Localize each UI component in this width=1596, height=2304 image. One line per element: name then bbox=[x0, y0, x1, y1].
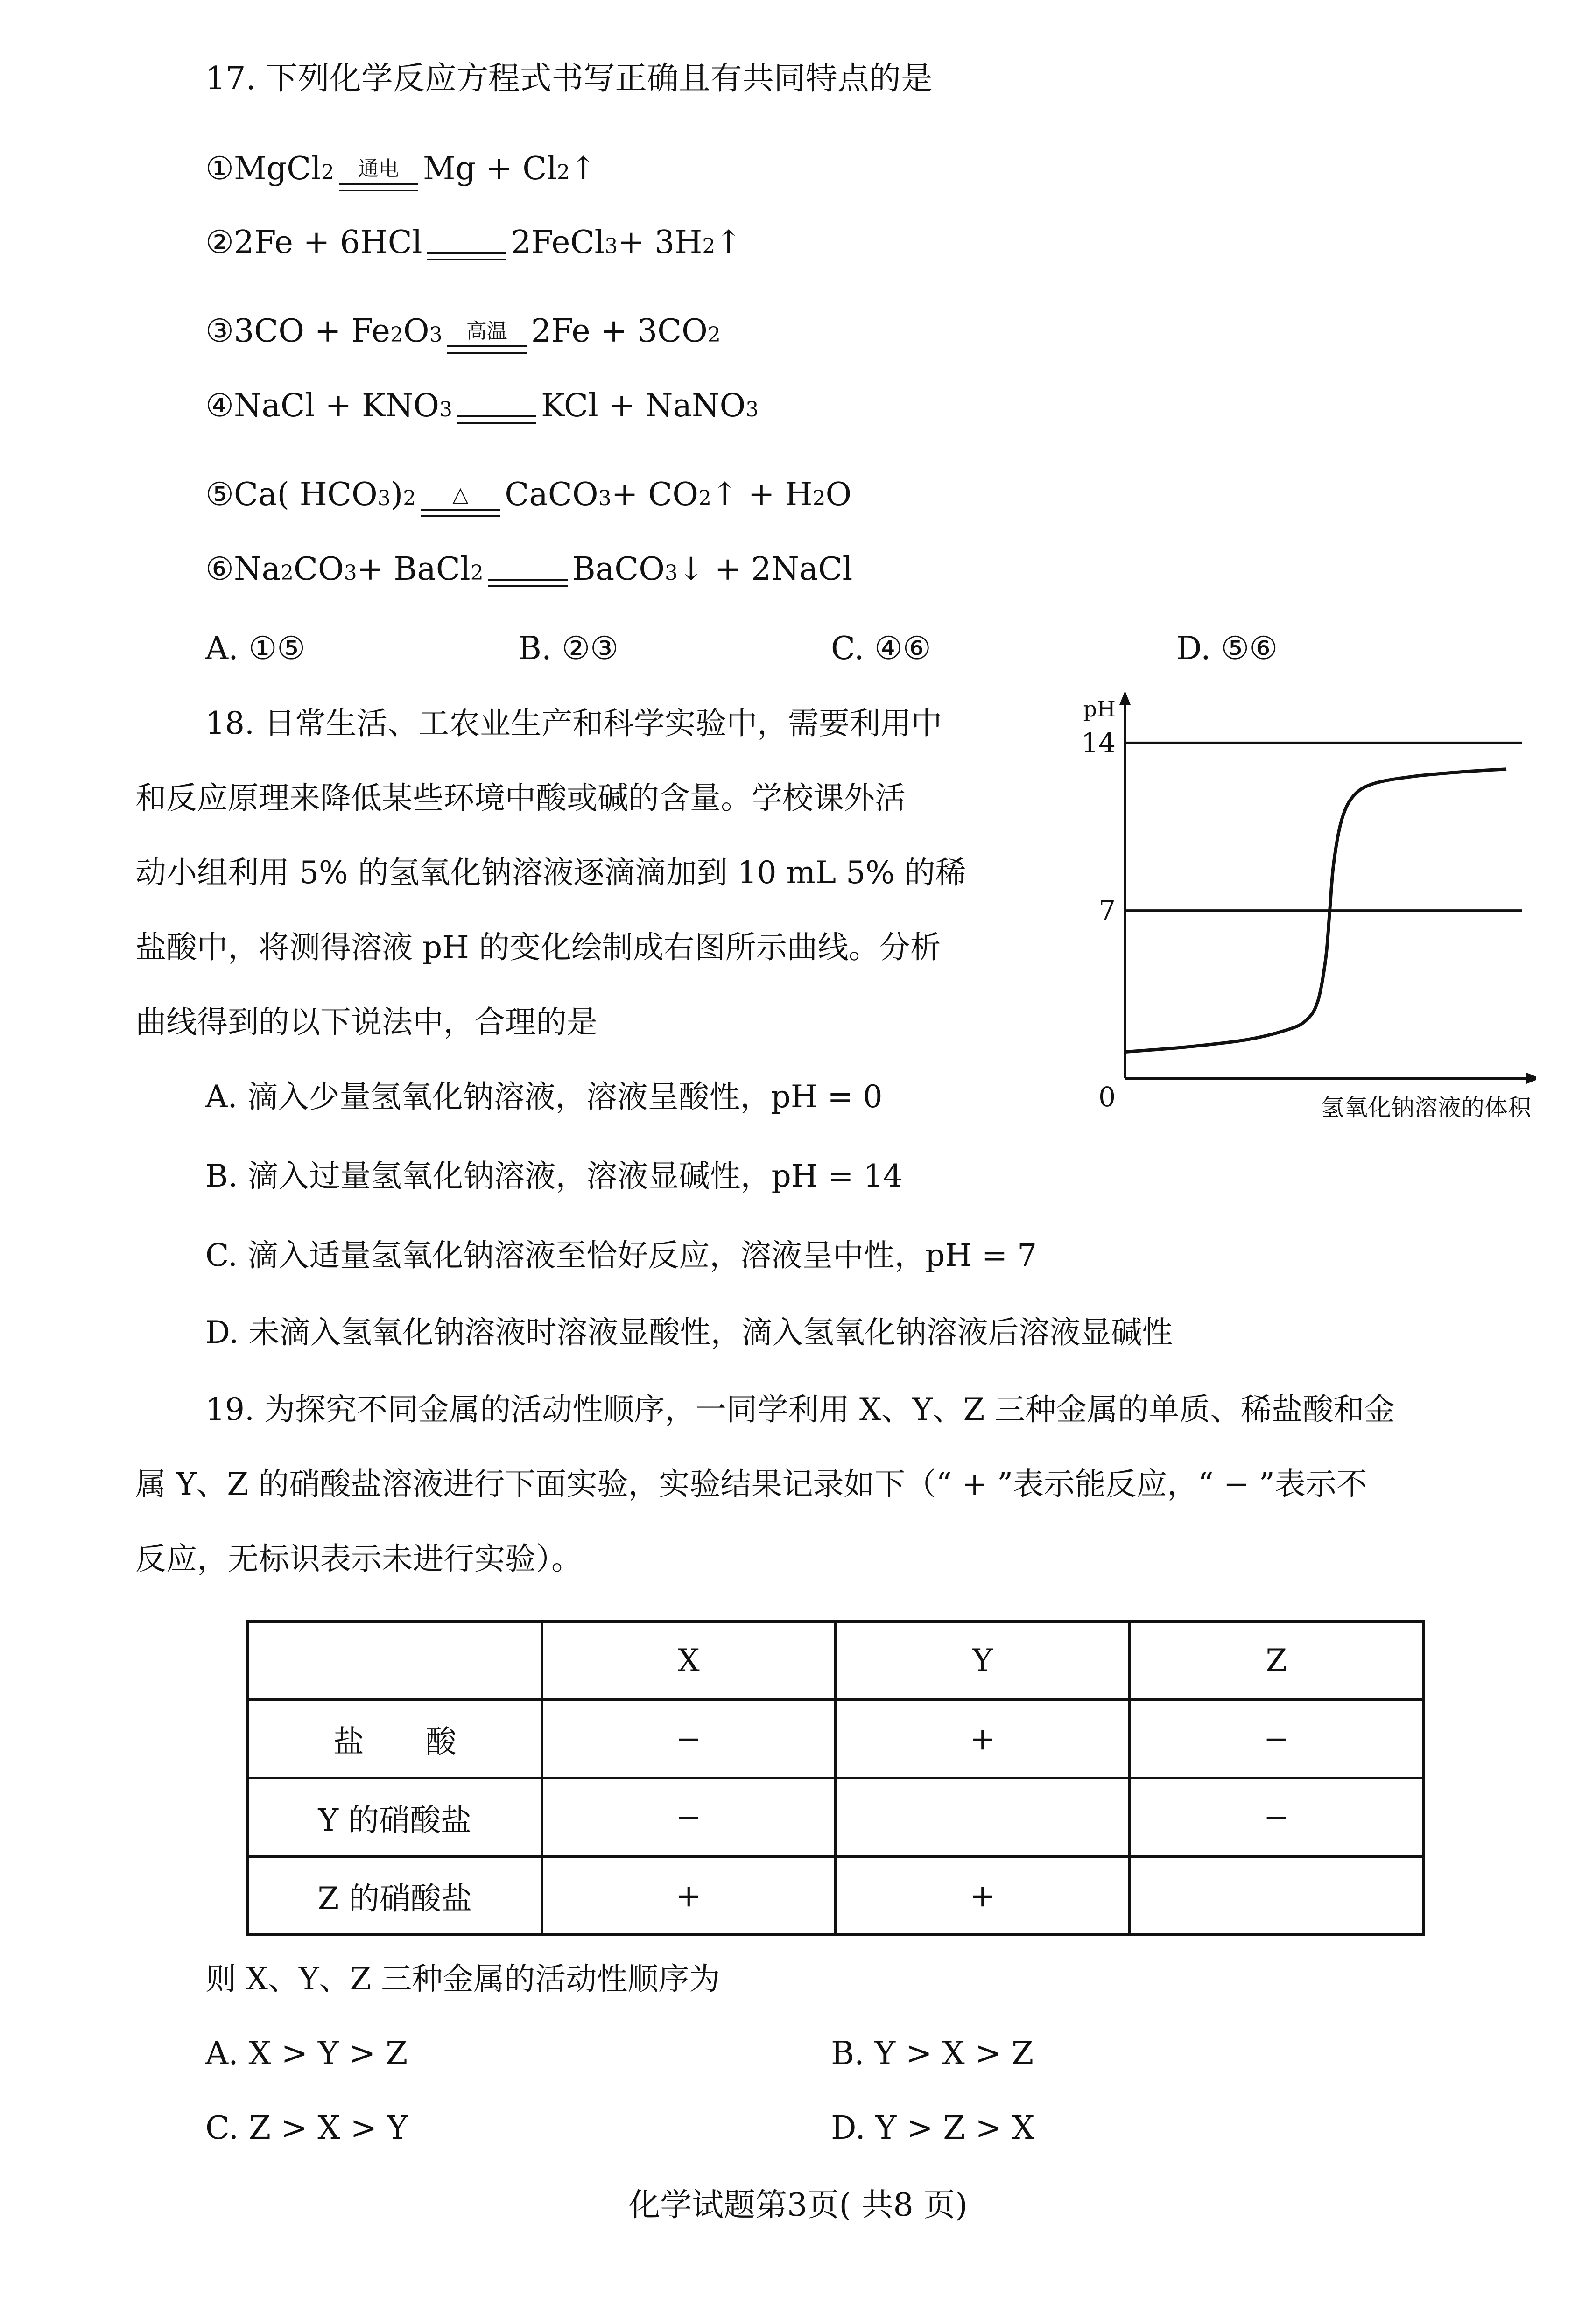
q17-option-b: B. ②③ bbox=[518, 630, 619, 667]
q17-equation-4: ④ NaCl + KNO 3 KCl + NaNO 3 bbox=[205, 387, 759, 424]
table-row bbox=[248, 1700, 1423, 1778]
q18-line-1: 18. 日常生活、工农业生产和科学实验中，需要利用中 bbox=[205, 705, 942, 741]
results-table bbox=[246, 1620, 1425, 1936]
y-axis-label: pH bbox=[1083, 696, 1116, 722]
condition-arrow: △ bbox=[421, 485, 500, 517]
q18-option-a: A. 滴入少量氢氧化钠溶液，溶液呈酸性，pH = 0 bbox=[205, 1079, 883, 1115]
row-label: Z 的硝酸盐 bbox=[248, 1856, 542, 1935]
table-header-row bbox=[248, 1621, 1423, 1700]
q19-option-a: A. X > Y > Z bbox=[205, 2035, 408, 2072]
condition-arrow: 通电 bbox=[339, 159, 418, 191]
q19-line-1: 19. 为探究不同金属的活动性顺序，一同学利用 X、Y、Z 三种金属的单质、稀盐酸和金 bbox=[205, 1391, 1395, 1427]
q18-line-3: 动小组利用 5% 的氢氧化钠溶液逐滴滴加到 10 mL 5% 的稀 bbox=[135, 855, 966, 891]
table-cell bbox=[836, 1778, 1130, 1856]
q17-equation-5: ⑤ Ca( HCO 3 ) 2 △ CaCO 3 + CO 2 ↑ + H 2 O bbox=[205, 476, 851, 521]
table-cell: + bbox=[836, 1856, 1130, 1935]
q19-option-d: D. Y > Z > X bbox=[831, 2110, 1035, 2147]
q19-line-2: 属 Y、Z 的硝酸盐溶液进行下面实验，实验结果记录如下（“ + ”表示能反应，“ − ”表示不 bbox=[135, 1466, 1367, 1502]
table-cell: − bbox=[1130, 1778, 1424, 1856]
table-cell: + bbox=[836, 1700, 1130, 1778]
table-header-cell: X bbox=[542, 1621, 836, 1700]
equals-sign bbox=[457, 391, 536, 424]
q17-equation-6: ⑥ Na 2 CO 3 + BaCl 2 BaCO 3 ↓ + 2NaCl bbox=[205, 551, 853, 588]
equals-sign bbox=[488, 555, 568, 587]
q17-equation-2: ② 2Fe + 6HCl 2FeCl 3 + 3H 2 ↑ bbox=[205, 224, 742, 261]
q18-option-c: C. 滴入适量氢氧化钠溶液至恰好反应，溶液呈中性，pH = 7 bbox=[205, 1237, 1037, 1273]
table-cell: − bbox=[542, 1778, 836, 1856]
table-cell: − bbox=[542, 1700, 836, 1778]
q19-option-b: B. Y > X > Z bbox=[831, 2035, 1034, 2072]
equals-sign bbox=[427, 228, 506, 260]
q18-option-b: B. 滴入过量氢氧化钠溶液，溶液显碱性，pH = 14 bbox=[205, 1158, 903, 1194]
condition-arrow: 高温 bbox=[447, 321, 527, 354]
y-axis-arrow bbox=[1119, 691, 1131, 705]
origin-label: 0 bbox=[1098, 1081, 1116, 1113]
q17-equation-3: ③ 3CO + Fe 2 O 3 高温 2Fe + 3CO 2 bbox=[205, 313, 721, 358]
q17-title: 17. 下列化学反应方程式书写正确且有共同特点的是 bbox=[205, 60, 933, 97]
q17-equation-1: ① MgCl 2 通电 Mg + Cl 2 ↑ bbox=[205, 150, 597, 195]
table-cell: + bbox=[542, 1856, 836, 1935]
ph-titration-chart bbox=[1074, 691, 1536, 1134]
q17-option-a: A. ①⑤ bbox=[205, 630, 306, 667]
x-axis-arrow bbox=[1526, 1073, 1536, 1084]
table-row bbox=[248, 1856, 1423, 1935]
q18-line-4: 盐酸中，将测得溶液 pH 的变化绘制成右图所示曲线。分析 bbox=[135, 929, 941, 965]
table-row bbox=[248, 1778, 1423, 1856]
row-label: Y 的硝酸盐 bbox=[248, 1778, 542, 1856]
q19-conclusion: 则 X、Y、Z 三种金属的活动性顺序为 bbox=[205, 1961, 720, 1997]
q17-option-c: C. ④⑥ bbox=[831, 630, 931, 667]
q18-option-d: D. 未滴入氢氧化钠溶液时溶液显酸性，滴入氢氧化钠溶液后溶液显碱性 bbox=[205, 1314, 1173, 1350]
q18-line-2: 和反应原理来降低某些环境中酸或碱的含量。学校课外活 bbox=[135, 780, 906, 816]
table-header-cell: Z bbox=[1130, 1621, 1424, 1700]
q18-line-5: 曲线得到的以下说法中，合理的是 bbox=[135, 1004, 598, 1040]
q17-option-d: D. ⑤⑥ bbox=[1176, 630, 1278, 667]
table-header-cell bbox=[248, 1621, 542, 1700]
row-label: 盐 酸 bbox=[248, 1700, 542, 1778]
y-tick-label: 14 bbox=[1081, 727, 1116, 759]
table-cell bbox=[1130, 1856, 1424, 1935]
table-header-cell: Y bbox=[836, 1621, 1130, 1700]
x-axis-label: 氢氧化钠溶液的体积 bbox=[1321, 1094, 1531, 1121]
y-tick-label: 7 bbox=[1098, 894, 1116, 927]
q19-option-c: C. Z > X > Y bbox=[205, 2110, 408, 2147]
page-footer: 化学试题第3页( 共8 页) bbox=[628, 2187, 968, 2224]
table-cell: − bbox=[1130, 1700, 1424, 1778]
q19-line-3: 反应，无标识表示未进行实验）。 bbox=[135, 1541, 582, 1577]
